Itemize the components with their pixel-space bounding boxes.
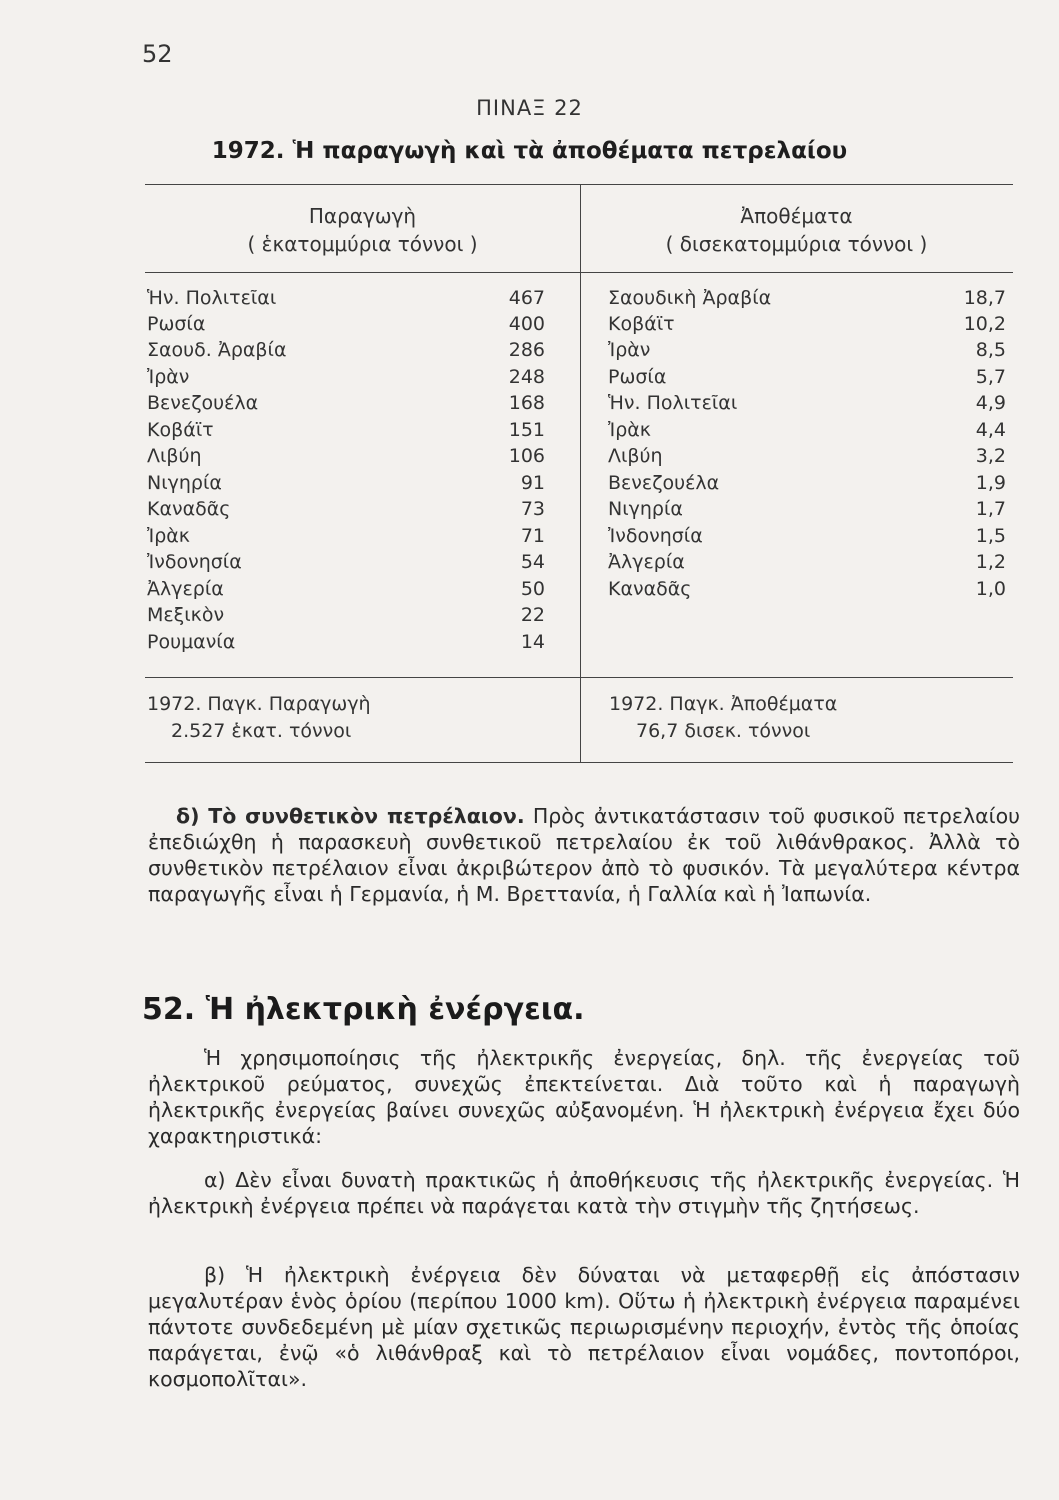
country-name: Καναδᾶς bbox=[147, 498, 231, 520]
production-column-header bbox=[145, 202, 580, 258]
production-total-label: 1972. Παγκ. Παραγωγὴ bbox=[147, 693, 371, 715]
point-b: β) Ἡ ἠλεκτρικὴ ἐνέργεια δὲν δύναται νὰ μεταφερθῇ εἰς ἀπόστασιν μεγαλυτέραν ἑνὸς ὁρίου (περίπου 1000 km). Οὕτω ἡ ἠλεκτρικὴ ἐνέργεια παραμένει πάντοτε συνδεδεμένη μὲ μίαν σχετικῶς περιωρισμένην περιοχήν, ἐντὸς τῆς ὁποίας παράγεται, ἐνῷ «ὁ λιθάνθραξ καὶ τὸ πετρέλαιον εἶναι νομάδες, ποντοπόροι, κοσμοπολῖται». bbox=[148, 1263, 1020, 1391]
production-value: 54 bbox=[520, 551, 545, 573]
table-row bbox=[608, 285, 1006, 311]
reserves-total-value: 76,7 δισεκ. τόννοι bbox=[636, 720, 811, 742]
reserves-value: 4,4 bbox=[975, 419, 1006, 441]
table-row bbox=[608, 364, 1006, 390]
production-value: 151 bbox=[508, 419, 545, 441]
production-value: 400 bbox=[508, 313, 545, 335]
reserves-column-header bbox=[580, 202, 1013, 258]
country-name: Ἰρὰκ bbox=[147, 525, 191, 547]
production-value: 71 bbox=[520, 525, 545, 547]
production-value: 467 bbox=[508, 287, 545, 309]
country-name: Ἡν. Πολιτεῖαι bbox=[608, 392, 738, 414]
country-name: Ἰνδονησία bbox=[147, 551, 242, 573]
section-intro: Ἡ χρησιμοποίησις τῆς ἠλεκτρικῆς ἐνεργείας, δηλ. τῆς ἐνεργείας τοῦ ἠλεκτρικοῦ ρεύματος, συνεχῶς ἐπεκτείνεται. Διὰ τοῦτο καὶ ἡ παραγωγὴ ἠλεκτρικῆς ἐνεργείας βαίνει συνεχῶς αὐξανομένη. Ἡ ἠλεκτρικὴ ἐνέργεια ἔχει δύο χαρακτηριστικά: bbox=[148, 1046, 1020, 1148]
table-row bbox=[147, 496, 545, 522]
table-row bbox=[608, 443, 1006, 469]
production-value: 106 bbox=[508, 445, 545, 467]
table-label: ΠΙΝΑΞ 22 bbox=[476, 96, 583, 120]
country-name: Ἀλγερία bbox=[608, 551, 685, 573]
point-a: α) Δὲν εἶναι δυνατὴ πρακτικῶς ἡ ἀποθήκευσις τῆς ἠλεκτρικῆς ἐνεργείας. Ἡ ἠλεκτρικὴ ἐνέργεια πρέπει νὰ παράγεται κατὰ τὴν στιγμὴν τῆς ζητήσεως. bbox=[148, 1168, 1020, 1218]
table-top-rule bbox=[145, 184, 1013, 185]
country-name: Μεξικὸν bbox=[147, 604, 225, 626]
production-value: 248 bbox=[508, 366, 545, 388]
section-title: 52. Ἡ ἠλεκτρικὴ ἐνέργεια. bbox=[142, 992, 585, 1027]
production-value: 73 bbox=[520, 498, 545, 520]
table-bottom-rule bbox=[145, 762, 1013, 763]
production-header-label: Παραγωγὴ bbox=[308, 204, 417, 228]
table-row bbox=[608, 523, 1006, 549]
country-name: Ἀλγερία bbox=[147, 578, 224, 600]
reserves-value: 10,2 bbox=[963, 313, 1006, 335]
country-name: Ἰρὰκ bbox=[608, 419, 652, 441]
production-value: 22 bbox=[520, 604, 545, 626]
reserves-header-unit: ( δισεκατομμύρια τόννοι ) bbox=[665, 232, 928, 256]
reserves-value: 8,5 bbox=[975, 339, 1006, 361]
country-name: Ρουμανία bbox=[147, 631, 236, 653]
reserves-value: 1,7 bbox=[975, 498, 1006, 520]
country-name: Ἰνδονησία bbox=[608, 525, 703, 547]
table-row bbox=[147, 417, 545, 443]
country-name: Ἡν. Πολιτεῖαι bbox=[147, 287, 277, 309]
reserves-total-label: 1972. Παγκ. Ἀποθέματα bbox=[609, 693, 838, 715]
table-title: 1972. Ἡ παραγωγὴ καὶ τὰ ἀποθέματα πετρελαίου bbox=[211, 138, 848, 164]
table-row bbox=[147, 285, 545, 311]
table-row bbox=[608, 576, 1006, 602]
country-name: Καναδᾶς bbox=[608, 578, 692, 600]
production-value: 50 bbox=[520, 578, 545, 600]
table-row bbox=[147, 311, 545, 337]
synthetic-petroleum-paragraph bbox=[148, 803, 1020, 907]
country-name: Νιγηρία bbox=[608, 498, 683, 520]
table-row bbox=[147, 523, 545, 549]
country-name: Ἰρὰν bbox=[147, 366, 190, 388]
table-header-rule bbox=[145, 272, 1013, 273]
page-number: 52 bbox=[142, 40, 173, 68]
reserves-value: 1,9 bbox=[975, 472, 1006, 494]
table-row bbox=[608, 311, 1006, 337]
production-value: 286 bbox=[508, 339, 545, 361]
reserves-value: 18,7 bbox=[963, 287, 1006, 309]
production-value: 168 bbox=[508, 392, 545, 414]
table-row bbox=[147, 470, 545, 496]
country-name: Βενεζουέλα bbox=[147, 392, 259, 414]
table-total-rule bbox=[145, 677, 1013, 678]
country-name: Σαουδ. Ἀραβία bbox=[147, 339, 287, 361]
country-name: Ρωσία bbox=[147, 313, 206, 335]
table-row bbox=[147, 364, 545, 390]
reserves-value: 1,0 bbox=[975, 578, 1006, 600]
production-total-value: 2.527 ἑκατ. τόννοι bbox=[171, 720, 352, 742]
country-name: Ἰρὰν bbox=[608, 339, 651, 361]
reserves-value: 3,2 bbox=[975, 445, 1006, 467]
production-value: 91 bbox=[520, 472, 545, 494]
reserves-value: 1,5 bbox=[975, 525, 1006, 547]
table-row bbox=[608, 390, 1006, 416]
reserves-value: 5,7 bbox=[975, 366, 1006, 388]
table-row bbox=[147, 629, 545, 655]
table-row bbox=[147, 602, 545, 628]
country-name: Κοβάϊτ bbox=[147, 419, 214, 441]
production-value: 14 bbox=[520, 631, 545, 653]
table-row bbox=[147, 576, 545, 602]
table-row bbox=[608, 549, 1006, 575]
paragraph-heading: δ) Τὸ συνθετικὸν πετρέλαιον. bbox=[176, 804, 525, 828]
table-row bbox=[608, 470, 1006, 496]
country-name: Λιβύη bbox=[147, 445, 202, 467]
country-name: Κοβάϊτ bbox=[608, 313, 675, 335]
country-name: Νιγηρία bbox=[147, 472, 222, 494]
reserves-value: 4,9 bbox=[975, 392, 1006, 414]
table-row bbox=[608, 496, 1006, 522]
country-name: Λιβύη bbox=[608, 445, 663, 467]
reserves-value: 1,2 bbox=[975, 551, 1006, 573]
production-header-unit: ( ἑκατομμύρια τόννοι ) bbox=[247, 232, 478, 256]
table-row bbox=[147, 443, 545, 469]
table-row bbox=[147, 390, 545, 416]
table-column-divider bbox=[580, 184, 581, 762]
table-row bbox=[147, 337, 545, 363]
country-name: Ρωσία bbox=[608, 366, 667, 388]
paragraph-text: Πρὸς ἀντικατάστασιν τοῦ φυσικοῦ πετρελαίου ἐπεδιώχθη ἡ παρασκευὴ συνθετικοῦ πετρελαίου ἐκ τοῦ λιθάνθρακος. Ἀλλὰ τὸ συνθετικὸν πετρέλαιον εἶναι ἀκριβώτερον ἀπὸ τὸ φυσικόν. Τὰ μεγαλύτερα κέντρα παραγωγῆς εἶναι ἡ Γερμανία, ἡ Μ. Βρεττανία, ἡ Γαλλία καὶ ἡ Ἰαπωνία. bbox=[148, 804, 1020, 906]
country-name: Βενεζουέλα bbox=[608, 472, 720, 494]
country-name: Σαουδικὴ Ἀραβία bbox=[608, 287, 772, 309]
reserves-header-label: Ἀποθέματα bbox=[740, 204, 853, 228]
table-row bbox=[608, 417, 1006, 443]
table-row bbox=[608, 337, 1006, 363]
table-row bbox=[147, 549, 545, 575]
